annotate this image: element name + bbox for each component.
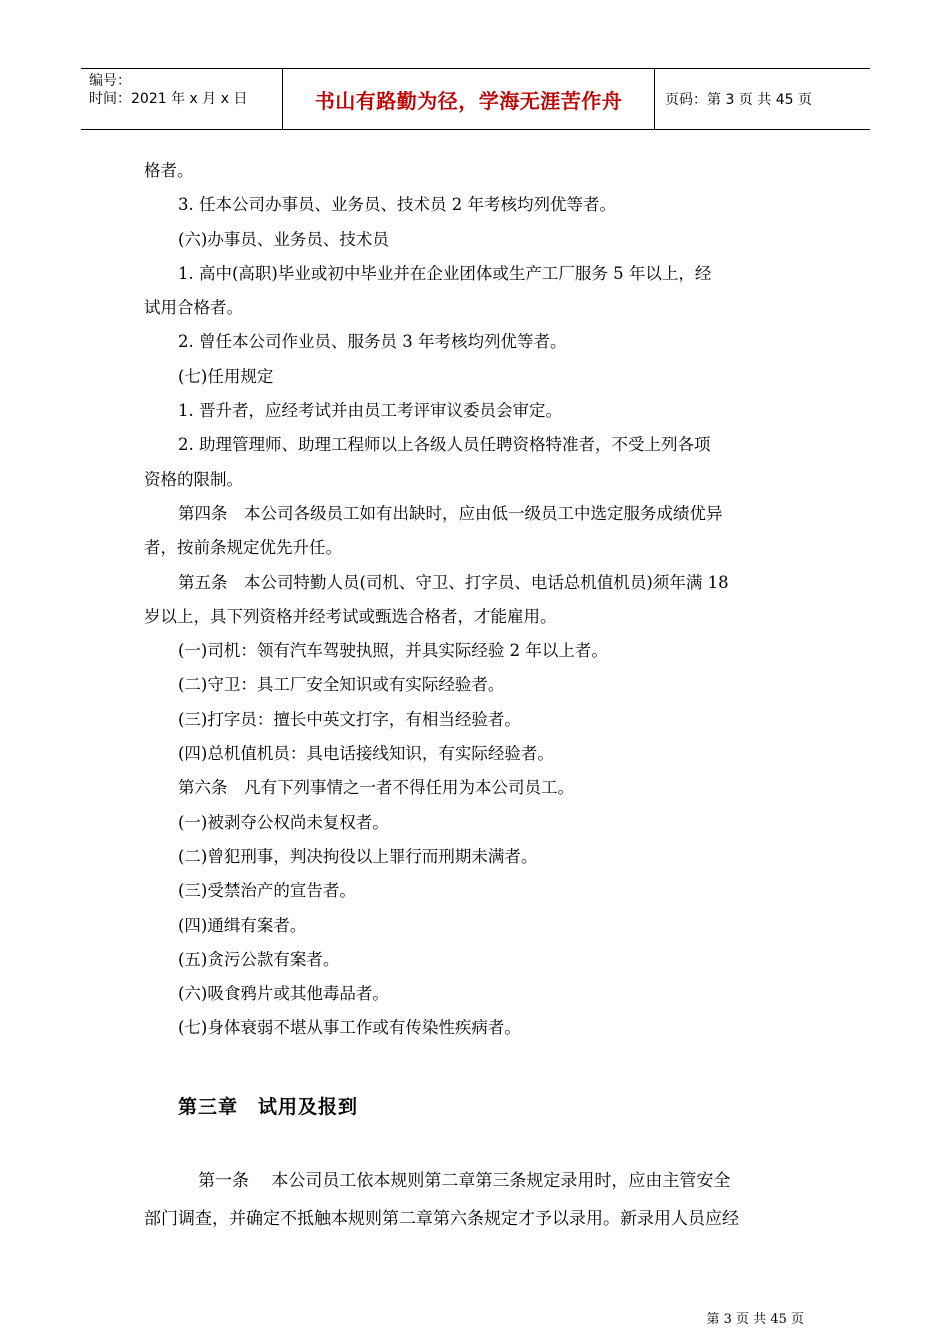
- paragraph: (五)贪污公款有案者。: [178, 949, 340, 969]
- paragraph: (六)吸食鸦片或其他毒品者。: [178, 984, 389, 1004]
- paragraph: 者，按前条规定优先升任。: [144, 538, 342, 558]
- paragraph: 第五条 本公司特勤人员(司机、守卫、打字员、电话总机值机员)须年满 18: [178, 572, 729, 592]
- paragraph: (一)司机：领有汽车驾驶执照，并具实际经验 2 年以上者。: [178, 641, 608, 661]
- paragraph: (七)身体衰弱不堪从事工作或有传染性疾病者。: [178, 1018, 521, 1038]
- paragraph: (四)通缉有案者。: [178, 915, 307, 935]
- paragraph: 2. 曾任本公司作业员、服务员 3 年考核均列优等者。: [178, 332, 567, 352]
- document-body: [144, 154, 814, 1046]
- paragraph: 部门调查，并确定不抵触本规则第二章第六条规定才予以录用。新录用人员应经: [144, 1209, 739, 1229]
- header-meta: [81, 69, 282, 129]
- paragraph: 2. 助理管理师、助理工程师以上各级人员任聘资格特准者，不受上列各项: [178, 435, 711, 455]
- paragraph: (三)受禁治产的宣告者。: [178, 881, 356, 901]
- paragraph: 1. 晋升者，应经考试并由员工考评审议委员会审定。: [178, 401, 562, 421]
- page-header: [81, 68, 870, 130]
- paragraph: (七)任用规定: [178, 366, 274, 386]
- header-motto: 书山有路勤为径，学海无涯苦作舟: [282, 69, 655, 129]
- paragraph: 1. 高中(高职)毕业或初中毕业并在企业团体或生产工厂服务 5 年以上，经: [178, 263, 712, 283]
- date-label: 时间：2021 年 x 月 x 日: [89, 91, 248, 107]
- page-footer: 第 3 页 共 45 页: [706, 1312, 804, 1327]
- number-label: 编号：: [89, 73, 131, 89]
- paragraph: 格者。: [144, 161, 194, 180]
- paragraph: 岁以上，具下列资格并经考试或甄选合格者，才能雇用。: [144, 606, 557, 626]
- paragraph: (二)守卫：具工厂安全知识或有实际经验者。: [178, 675, 505, 695]
- paragraph: 第四条 本公司各级员工如有出缺时，应由低一级员工中选定服务成绩优异: [178, 503, 723, 523]
- chapter-heading: 第三章 试用及报到: [178, 1096, 359, 1118]
- paragraph: (一)被剥夺公权尚未复权者。: [178, 812, 389, 832]
- paragraph: (三)打字员：擅长中英文打字，有相当经验者。: [178, 709, 521, 729]
- paragraph: 第一条 本公司员工依本规则第二章第三条规定录用时，应由主管安全: [198, 1171, 731, 1191]
- paragraph: 3. 任本公司办事员、业务员、技术员 2 年考核均列优等者。: [178, 195, 616, 215]
- paragraph: (二)曾犯刑事，判决拘役以上罪行而刑期未满者。: [178, 846, 538, 866]
- paragraph: 第六条 凡有下列事情之一者不得任用为本公司员工。: [178, 778, 574, 798]
- paragraph: (四)总机值机员：具电话接线知识，有实际经验者。: [178, 744, 554, 764]
- paragraph: 资格的限制。: [144, 469, 243, 489]
- paragraph: (六)办事员、业务员、技术员: [178, 229, 389, 249]
- header-page-info: 页码：第 3 页 共 45 页: [665, 92, 812, 108]
- chapter-body: [144, 1162, 814, 1238]
- paragraph: 试用合格者。: [144, 298, 243, 318]
